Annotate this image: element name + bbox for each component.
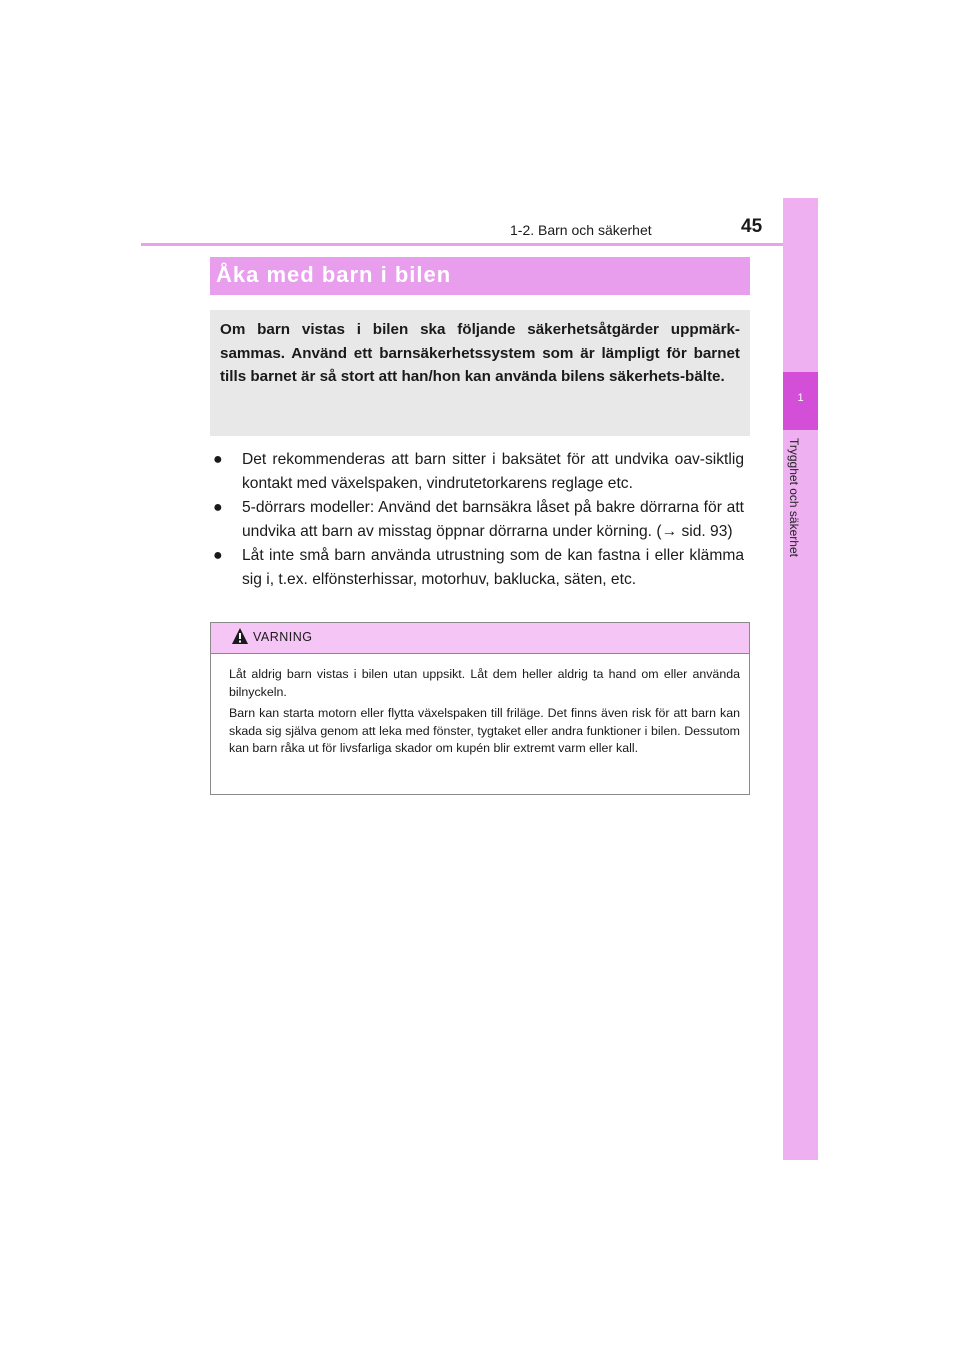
warning-paragraph: Låt aldrig barn vistas i bilen utan uppsikt. Låt dem heller aldrig ta hand om eller använda bilnyckeln.	[229, 667, 740, 699]
warning-triangle-icon	[231, 627, 249, 650]
bullet-list	[213, 448, 744, 592]
warning-paragraph: Barn kan starta motorn eller flytta växelspaken till friläge. Det finns även risk för att barn kan skada sig själva genom att leka med fönster, tygtaket eller andra funktioner i bilen. Dessutom kan barn råka ut för livsfarliga skador om kupén blir extremt varm eller kall.	[229, 706, 740, 755]
chapter-number: 1	[797, 392, 804, 404]
chapter-title: Trygghet och säkerhet	[787, 438, 801, 557]
section-title: Åka med barn i bilen	[216, 262, 452, 287]
breadcrumb: 1-2. Barn och säkerhet	[510, 222, 652, 238]
page-number: 45	[741, 216, 763, 237]
chapter-side-tab	[783, 198, 818, 1160]
bullet-icon: ●	[213, 547, 223, 564]
bullet-text: Det rekommenderas att barn sitter i baksätet för att undvika oav-siktlig kontakt med växelspaken, vindrutetorkarens reglage etc.	[242, 451, 744, 492]
warning-header	[211, 623, 749, 654]
header-divider	[141, 243, 818, 246]
bullet-item	[213, 496, 744, 543]
warning-label: VARNING	[253, 630, 313, 644]
warning-box	[210, 622, 750, 795]
bullet-text: 5-dörrars modeller: Använd det barnsäkra låset på bakre dörrarna för att undvika att barn av misstag öppnar dörrarna under körning. (→ sid. 93)	[242, 499, 744, 540]
warning-body	[229, 666, 740, 762]
bullet-icon: ●	[213, 499, 223, 516]
bullet-text: Låt inte små barn använda utrustning som de kan fastna i eller klämma sig i, t.ex. elfönsterhissar, motorhuv, baklucka, säten, etc.	[242, 547, 744, 588]
intro-text: Om barn vistas i bilen ska följande säkerhetsåtgärder uppmärk-sammas. Använd ett barnsäkerhetssystem som är lämpligt för barnet tills barnet är så stort att han/hon kan använda bilens säkerhets-bälte.	[220, 321, 740, 385]
bullet-item	[213, 448, 744, 495]
bullet-item	[213, 544, 744, 591]
bullet-icon: ●	[213, 451, 223, 468]
